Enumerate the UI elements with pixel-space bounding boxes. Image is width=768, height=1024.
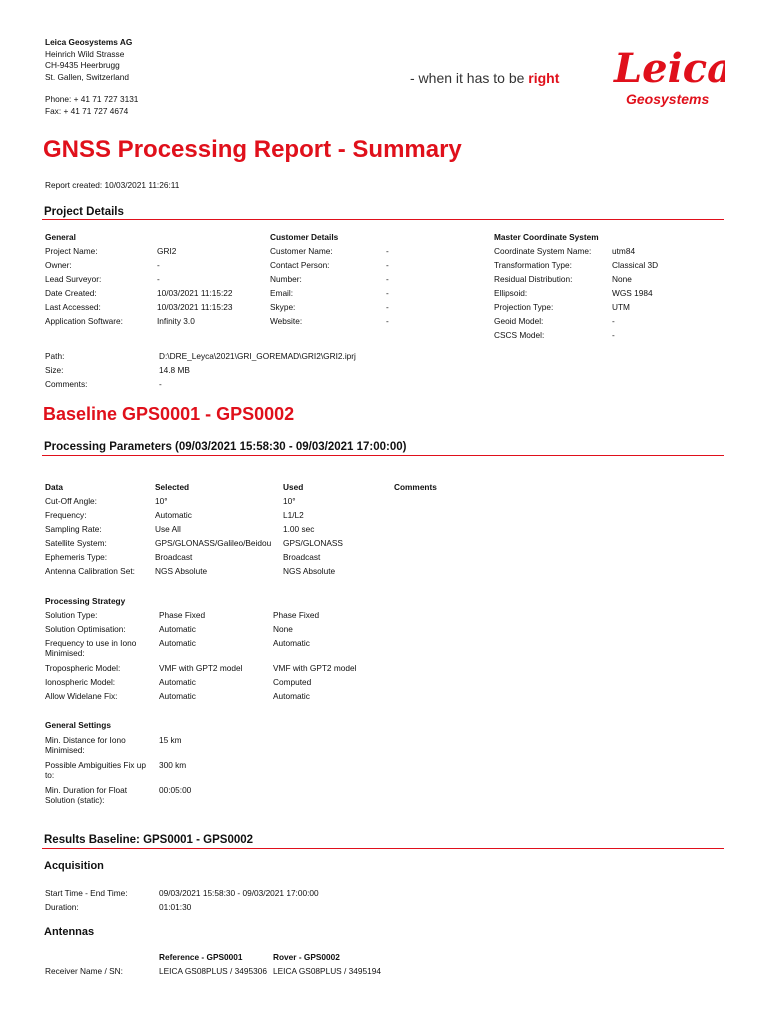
row-label: Projection Type: xyxy=(494,302,554,312)
row-label: Number: xyxy=(270,274,302,284)
row-value: VMF with GPT2 model xyxy=(159,663,243,673)
row-value: - xyxy=(157,260,160,270)
row-value: 10° xyxy=(155,496,168,506)
antennas-heading: Antennas xyxy=(44,926,95,938)
row-label: Lead Surveyor: xyxy=(45,274,102,284)
baseline-heading: Baseline GPS0001 - GPS0002 xyxy=(43,404,295,424)
row-label: Website: xyxy=(270,316,303,326)
row-value: LEICA GS08PLUS / 3495194 xyxy=(273,966,381,976)
row-label: Ionospheric Model: xyxy=(45,677,116,687)
row-label: Application Software: xyxy=(45,316,123,326)
row-label: Frequency: xyxy=(45,510,87,520)
row-label: Ephemeris Type: xyxy=(45,552,108,562)
section-divider xyxy=(42,848,724,849)
row-value: 10° xyxy=(283,496,296,506)
row-value: - xyxy=(612,330,615,340)
row-value: Automatic xyxy=(159,691,196,701)
row-value: L1/L2 xyxy=(283,510,304,520)
selected-col-header: Selected xyxy=(155,482,190,492)
row-label: Coordinate System Name: xyxy=(494,246,592,256)
logo-subtext: Geosystems xyxy=(626,91,710,107)
slogan-prefix: - when it has to be xyxy=(410,70,529,86)
row-value: 09/03/2021 15:58:30 - 09/03/2021 17:00:00 xyxy=(159,888,319,898)
acquisition-heading: Acquisition xyxy=(44,860,104,872)
row-label: Frequency to use in Iono Minimised: xyxy=(45,638,137,658)
row-value: 10/03/2021 11:15:22 xyxy=(157,288,233,298)
row-label: Contact Person: xyxy=(270,260,330,270)
row-value: GPS/GLONASS xyxy=(283,538,343,548)
row-value: - xyxy=(386,316,389,326)
row-value: LEICA GS08PLUS / 3495306 xyxy=(159,966,267,976)
row-label: Geoid Model: xyxy=(494,316,544,326)
used-col-header: Used xyxy=(283,482,304,492)
row-label: Min. Duration for Float Solution (static): xyxy=(45,785,128,805)
row-value: GPS/GLONASS/Galileo/Beidou xyxy=(155,538,272,548)
row-value: GRI2 xyxy=(157,246,177,256)
row-label: Skype: xyxy=(270,302,296,312)
row-value: NGS Absolute xyxy=(283,566,336,576)
leica-logo xyxy=(610,36,725,112)
company-address-line: Heinrich Wild Strasse xyxy=(45,48,125,59)
row-value: - xyxy=(159,379,162,389)
row-label: Project Name: xyxy=(45,246,98,256)
row-value: utm84 xyxy=(612,246,636,256)
report-title: GNSS Processing Report - Summary xyxy=(43,136,462,163)
row-label: Path: xyxy=(45,351,65,361)
slogan-emphasis: right xyxy=(528,70,560,86)
strategy-heading: Processing Strategy xyxy=(45,596,126,606)
row-label: Satellite System: xyxy=(45,538,107,548)
company-info xyxy=(45,37,138,117)
company-address-line: St. Gallen, Switzerland xyxy=(45,71,129,82)
row-label: Allow Widelane Fix: xyxy=(45,691,118,701)
row-label: CSCS Model: xyxy=(494,330,545,340)
row-label: Email: xyxy=(270,288,294,298)
customer-heading: Customer Details xyxy=(270,232,339,242)
row-value: D:\DRE_Leyca\2021\GRI_GOREMAD\GRI2\GRI2.iprj xyxy=(159,351,356,361)
row-label: Last Accessed: xyxy=(45,302,101,312)
row-value: Phase Fixed xyxy=(159,610,206,620)
row-value: Infinity 3.0 xyxy=(157,316,195,326)
project-details-heading: Project Details xyxy=(44,206,124,218)
row-value: 300 km xyxy=(159,760,187,770)
row-label: Possible Ambiguities Fix up to: xyxy=(45,760,146,780)
slogan xyxy=(410,70,559,86)
section-divider xyxy=(42,455,724,456)
reference-col-header: Reference - GPS0001 xyxy=(159,952,243,962)
row-value: - xyxy=(386,302,389,312)
row-label: Start Time - End Time: xyxy=(45,888,128,898)
row-value: 15 km xyxy=(159,735,182,745)
general-heading: General xyxy=(45,232,76,242)
row-value: Computed xyxy=(273,677,312,687)
company-address-line: CH-9435 Heerbrugg xyxy=(45,60,120,70)
row-label: Cut-Off Angle: xyxy=(45,496,97,506)
row-label: Comments: xyxy=(45,379,88,389)
row-label: Size: xyxy=(45,365,64,375)
leica-logo-icon xyxy=(610,36,725,112)
row-value: Automatic xyxy=(159,624,196,634)
rover-col-header: Rover - GPS0002 xyxy=(273,952,340,962)
row-label: Residual Distribution: xyxy=(494,274,573,284)
row-label: Date Created: xyxy=(45,288,97,298)
row-label: Solution Optimisation: xyxy=(45,624,126,634)
comments-col-header: Comments xyxy=(394,482,437,492)
row-value: - xyxy=(386,288,389,298)
row-value: Automatic xyxy=(159,638,196,648)
row-label: Tropospheric Model: xyxy=(45,663,121,673)
row-value: 14.8 MB xyxy=(159,365,190,375)
row-value: - xyxy=(612,316,615,326)
row-value: VMF with GPT2 model xyxy=(273,663,357,673)
row-label: Ellipsoid: xyxy=(494,288,528,298)
row-label: Transformation Type: xyxy=(494,260,572,270)
row-value: Use All xyxy=(155,524,181,534)
row-label: Duration: xyxy=(45,902,79,912)
processing-params-heading: Processing Parameters (09/03/2021 15:58:30 - 09/03/2021 17:00:00) xyxy=(44,441,407,453)
company-fax: Fax: + 41 71 727 4674 xyxy=(45,105,129,116)
row-label: Owner: xyxy=(45,260,72,270)
master-coordinate-heading: Master Coordinate System xyxy=(494,232,599,242)
row-value: 00:05:00 xyxy=(159,785,192,795)
logo-text: Leica xyxy=(614,45,725,92)
row-value: 01:01:30 xyxy=(159,902,192,912)
row-label: Antenna Calibration Set: xyxy=(45,566,135,576)
report-created: Report created: 10/03/2021 11:26:11 xyxy=(45,180,180,190)
row-value: 1.00 sec xyxy=(283,524,315,534)
general-settings-heading: General Settings xyxy=(45,720,111,730)
row-value: Broadcast xyxy=(155,552,193,562)
data-col-header: Data xyxy=(45,482,63,492)
row-value: - xyxy=(386,246,389,256)
section-divider xyxy=(42,219,724,220)
row-value: NGS Absolute xyxy=(155,566,208,576)
row-value: WGS 1984 xyxy=(612,288,653,298)
row-label: Solution Type: xyxy=(45,610,98,620)
row-value: Automatic xyxy=(273,638,310,648)
row-value: Automatic xyxy=(155,510,192,520)
row-label: Min. Distance for Iono Minimised: xyxy=(45,735,126,755)
row-value: Automatic xyxy=(273,691,310,701)
row-label: Sampling Rate: xyxy=(45,524,102,534)
row-value: None xyxy=(612,274,632,284)
row-label: Customer Name: xyxy=(270,246,333,256)
row-value: Classical 3D xyxy=(612,260,659,270)
row-value: Automatic xyxy=(159,677,196,687)
row-value: UTM xyxy=(612,302,630,312)
row-value: - xyxy=(386,274,389,284)
row-value: - xyxy=(157,274,160,284)
row-value: Phase Fixed xyxy=(273,610,320,620)
row-value: None xyxy=(273,624,293,634)
row-value: Broadcast xyxy=(283,552,321,562)
row-value: 10/03/2021 11:15:23 xyxy=(157,302,233,312)
row-value: - xyxy=(386,260,389,270)
row-label: Receiver Name / SN: xyxy=(45,966,123,976)
company-name: Leica Geosystems AG xyxy=(45,37,133,47)
company-phone: Phone: + 41 71 727 3131 xyxy=(45,94,139,104)
results-heading: Results Baseline: GPS0001 - GPS0002 xyxy=(44,834,254,846)
